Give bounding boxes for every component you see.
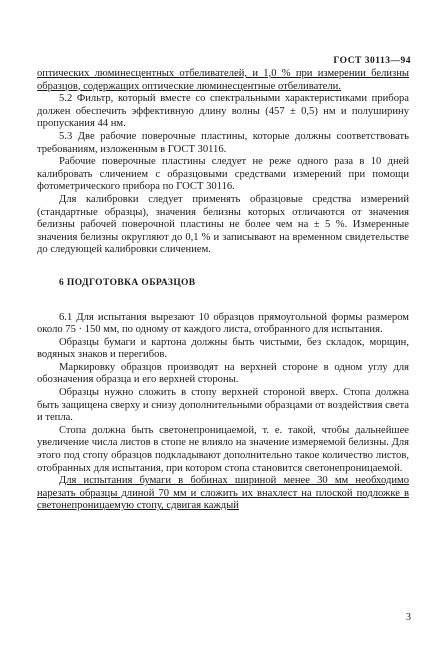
paragraph-sample-condition: Образцы бумаги и картона должны быть чистыми, без складок, морщин, водяных знаков и перегибов. — [37, 336, 409, 361]
page-number: 3 — [406, 612, 411, 623]
paragraph-calibration-standards: Для калибровки следует применять образцовые средства измерений (стандартные образцы), значения белизны которых отличаются от значения белизны рабочей поверочной пластины не более чем на ± 5 %. Измеренные значения белизны округляют до 0,1 % и записывают на временном свидетельстве до следующей калибровки сличением. — [37, 193, 409, 256]
page-body — [37, 68, 409, 513]
paragraph-stack: Образцы нужно сложить в стопу верхней стороной вверх. Стопа должна быть защищена сверху и снизу дополнительными образцами от воздействия света и тепла. — [37, 387, 409, 424]
section-heading: 6 ПОДГОТОВКА ОБРАЗЦОВ — [59, 277, 196, 288]
paragraph-opaque-stack: Стопа должна быть светонепроницаемой, т. е. такой, чтобы дальнейшее увеличение числа листов в стопе не влияло на значение измеряемой белизны. Для этого под стопу образцов подкладывают дополнительно такое количество листов, отобранных для испытания, при котором стопа становится светонепроницаемой. — [37, 424, 409, 474]
document-code: ГОСТ 30113—94 — [333, 56, 411, 66]
paragraph-continuation: оптических люминесцентных отбеливателей, и 1,0 % при измерении белизны образцов, содержащих оптические люминесцентные отбеливатели. — [37, 68, 409, 92]
paragraph-5-3: 5.3 Две рабочие поверочные пластины, которые должны соответствовать требованиям, изложенным в ГОСТ 30116. — [37, 130, 409, 155]
paragraph-5-2: 5.2 Фильтр, который вместе со спектральными характеристиками прибора должен обеспечить эффективную длину волны (457 ± 0,5) нм и полуширину пропускания 44 нм. — [37, 93, 409, 130]
paragraph-sample-marking: Маркировку образцов производят на верхней стороне в одном углу для обозначения образца и его верхней стороны. — [37, 361, 409, 386]
paragraph-calibration-frequency: Рабочие поверочные пластины следует не реже одного раза в 10 дней калибровать сличением с образцовыми средствами измерений при помощи фотометрического прибора по ГОСТ 30116. — [37, 156, 409, 193]
paragraph-6-1: 6.1 Для испытания вырезают 10 образцов прямоугольной формы размером около 75 · 150 мм, по одному от каждого листа, отобранного для испытания. — [37, 311, 409, 336]
paragraph-reel-samples: Для испытания бумаги в бобинах шириной менее 30 мм необходимо нарезать образцы длиной 70 мм и сложить их внахлест на плоской подложке в светонепроницаемую стопу, сдвигая каждый — [37, 475, 409, 512]
